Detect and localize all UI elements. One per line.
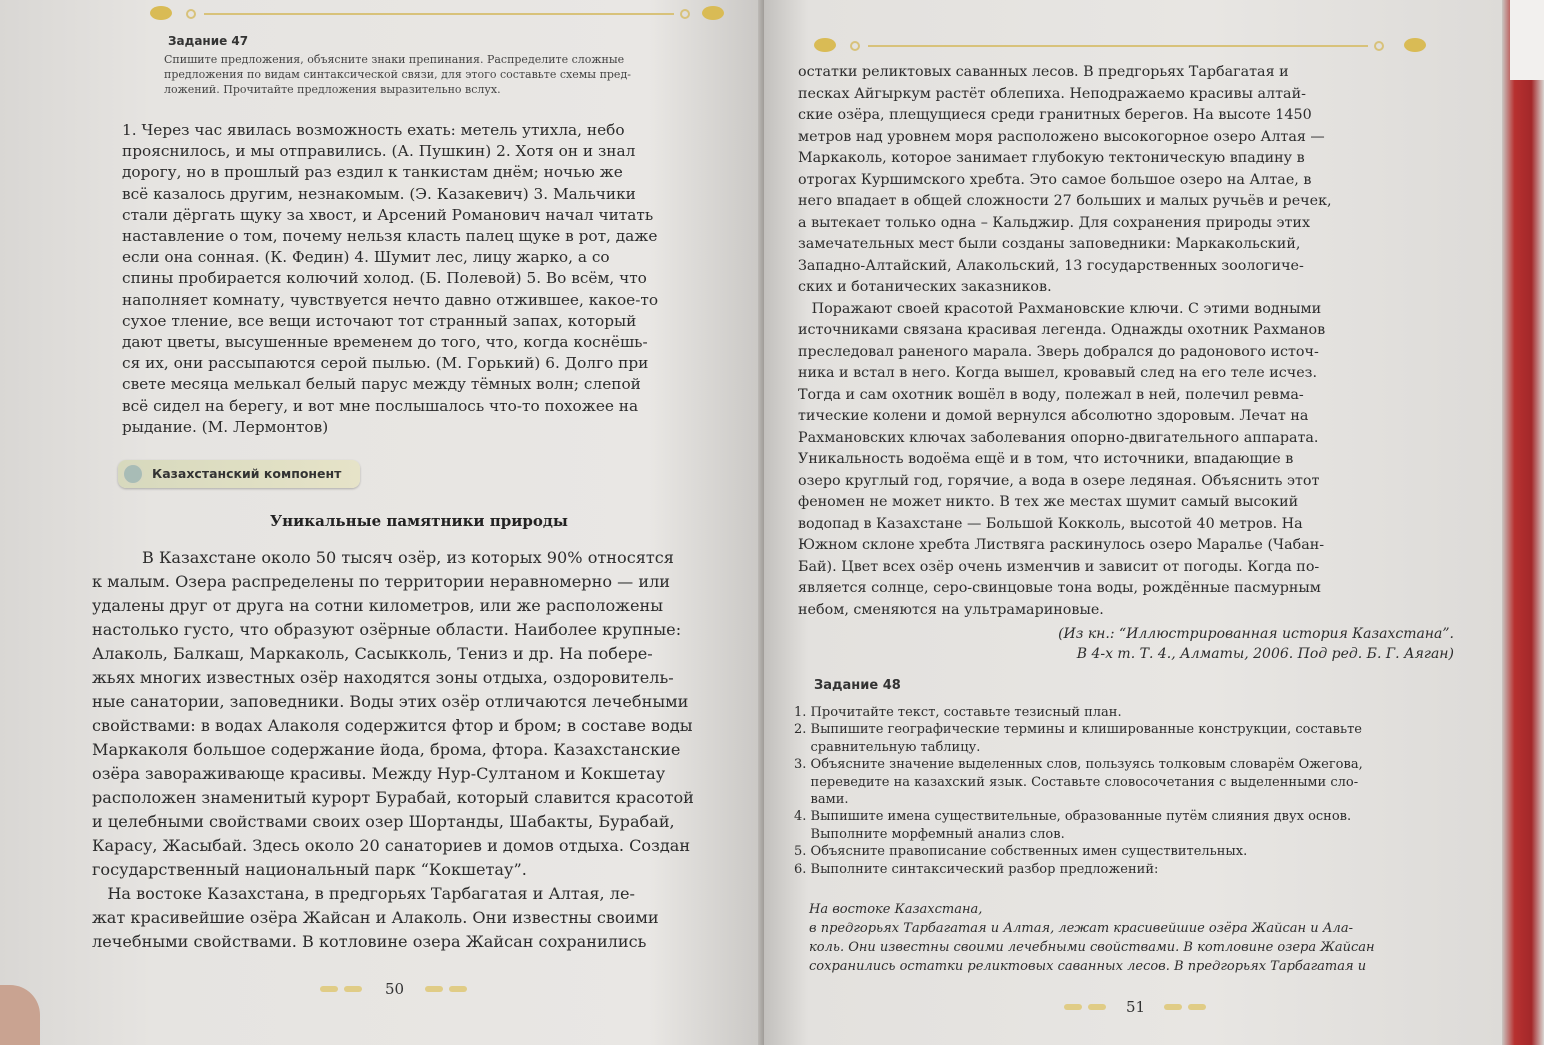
right-page — [764, 0, 1502, 1045]
background-corner — [1510, 0, 1544, 80]
task48-list — [794, 704, 1494, 878]
task47-sentences: 1. Через час явилась возможность ехать: метель утихла, небо прояснилось, и мы отправились. (А. Пушкин) 2. Хотя он и знал дорогу, но в прошлый раз ездил к танкистам днём; ночью же всё казалось другим, незнакомым. (Э. Казакевич) 3. Мальчики стали дёргать щуку за хвост, и Арсений Романович начал читать наставление о том, почему нельзя класть палец щуке в рот, даже если она сонная. (К. Федин) 4. Шумит лес, лицу жарко, а со спины пробирается колючий холод. (Б. Полевой) 5. Во всём, что наполняет комнату, чувствуется нечто давно отжившее, какое-то сухое тление, все вещи источают тот странный запах, который дают цветы, высушенные временем до того, что, когда коснёшь- ся их, они рассыпаются серой пылью. (М. Горький) 6. Долго при свете месяца мелькал белый парус между тёмных волн; слепой всё сидел на берегу, и вот мне послышалось что-то похожее на рыдание. (М. Лермонтов) — [122, 121, 659, 436]
task6-quote: На востоке Казахстана, в предгорьях Тарбагатая и Алтая, лежат красивейшие озёра Жайсан и Ала- коль. Они известны своими лечебными свойствами. В котловине озера Жайсан сохранились остатки реликтовых саванных лесов. В предгорьях Тарбагатая и — [809, 902, 1375, 974]
task-item: 4. Выпишите имена существительные, образованные путём слияния двух основ. Выполните морфемный анализ слов. — [794, 809, 1352, 842]
article-text: В Казахстане около 50 тысяч озёр, из которых 90% относятся к малым. Озера распределены по территории неравномерно — или удалены друг от друга на сотни километров, или же расположены настолько густо, что образуют озёрные области. Наиболее крупные: Алаколь, Балкаш, Маркаколь, Сасыкколь, Тениз и др. На побере- жьях многих известных озёр находятся зоны отдыха, оздоровитель- ные санатории, заповедники. Воды этих озёр отличаются лечебными свойствами: в водах Алаколя содержится фтор и бром; в составе воды Маркаколя большое содержание йода, брома, фтора. Казахстанские озёра завораживающе красивы. Между Нур-Султаном и Кокшетау расположен знаменитый курорт Бурабай, который славится красотой и целебными свойствами своих озер Шортанды, Шабакты, Бурабай, Карасу, Жасыбай. Здесь около 20 санаториев и домов отдыха. Создан государственный национальный парк “Кокшетау”. На востоке Казахстана, в предгорьях Тарбагатая и Алтая, ле- жат красивейшие озёра Жайсан и Алаколь. Они известны своими лечебными свойствами. В котловине озера Жайсан сохранились — [92, 548, 694, 951]
footer-ornament-right-a — [1064, 1000, 1114, 1014]
top-ornament-right — [814, 38, 1434, 54]
source-citation-line2: В 4-х т. Т. 4., Алматы, 2006. Под ред. Б. Г. Аяган) — [1076, 646, 1454, 662]
article-continued-text: остатки реликтовых саванных лесов. В предгорьях Тарбагатая и песках Айгыркум растёт облепиха. Неподражаемо красивы алтай- ские озёра, плещущиеся среди гранитных берегов. На высоте 1450 метров над уровнем моря расположено высокогорное озеро Алтая — Маркаколь, которое занимает глубокую тектоническую впадину в отрогах Куршимского хребта. Это самое большое озеро на Алтае, в него впадает в общей сложности 27 больших и малых ручьёв и речек, а вытекает только одна – Кальджир. Для сохранения природы этих замечательных мест были созданы заповедники: Маркакольский, Западно-Алтайский, Алакольский, 13 государственных зоологиче- ских и ботанических заказников. Поражают своей красотой Рахмановские ключи. С этими водными источниками связана красивая легенда. Однажды охотник Рахманов преследовал раненого марала. Зверь добрался до радонового источ- ника и встал в него. Когда вышел, кровавый след на его теле исчез. Тогда и сам охотник вошёл в воду, полежал в ней, полечил ревма- тические колени и домой вернулся абсолютно здоровым. Лечат на Рахмановских ключах заболевания опорно-двигательного аппарата. Уникальность водоёма ещё и в том, что источники, впадающие в озеро круглый год, горячие, а вода в озере ледяная. Объяснить этот феномен не может никто. В тех же местах шумит самый высокий водопад в Казахстане — Большой Кокколь, высотой 40 метров. На Южном склоне хребта Листвяга раскинулось озеро Маралье (Чабан- Бай). Цвет всех озёр очень изменчив и зависит от погоды. Когда по- является солнце, серо-свинцовые тона воды, рождённые пасмурным небом, сменяются на ультрамариновые. — [798, 64, 1332, 618]
left-page — [0, 0, 764, 1045]
source-citation-line1: (Из кн.: “Иллюстрированная история Казахстана”. — [1058, 626, 1454, 642]
kazakh-component-label: Казахстанский компонент — [152, 466, 342, 481]
thumb — [0, 985, 40, 1045]
task-item: 1. Прочитайте текст, составьте тезисный план. — [794, 705, 1122, 720]
task47-title: Задание 47 — [168, 34, 249, 48]
footer-ornament-left-a — [320, 982, 370, 996]
task-item: 5. Объясните правописание собственных имен существительных. — [794, 844, 1248, 860]
footer-ornament-right-b — [1164, 1000, 1214, 1014]
top-ornament-left — [150, 6, 730, 22]
task47-instruction: Спишите предложения, объясните знаки препинания. Распределите сложные предложения по видам синтаксической связи, для этого составьте схемы пред- ложений. Прочитайте предложения выразительно вслух. — [164, 53, 631, 96]
page-number-right: 51 — [1126, 998, 1146, 1016]
page-number-left: 50 — [385, 980, 405, 998]
kazakh-component-badge — [118, 460, 360, 488]
task-item: 2. Выпишите географические термины и клишированные конструкции, составьте сравнительную таблицу. — [794, 722, 1362, 755]
task-item: 3. Объясните значение выделенных слов, пользуясь толковым словарём Ожегова, переведите на казахский язык. Составьте словосочетания с выделенными сло- вами. — [794, 757, 1363, 808]
globe-icon — [122, 463, 144, 485]
task48-title: Задание 48 — [814, 678, 901, 693]
task-item: 6. Выполните синтаксический разбор предложений: — [794, 861, 1159, 877]
article-heading: Уникальные памятники природы — [270, 512, 568, 530]
book-cover-edge — [1502, 0, 1544, 1045]
footer-ornament-left-b — [425, 982, 475, 996]
